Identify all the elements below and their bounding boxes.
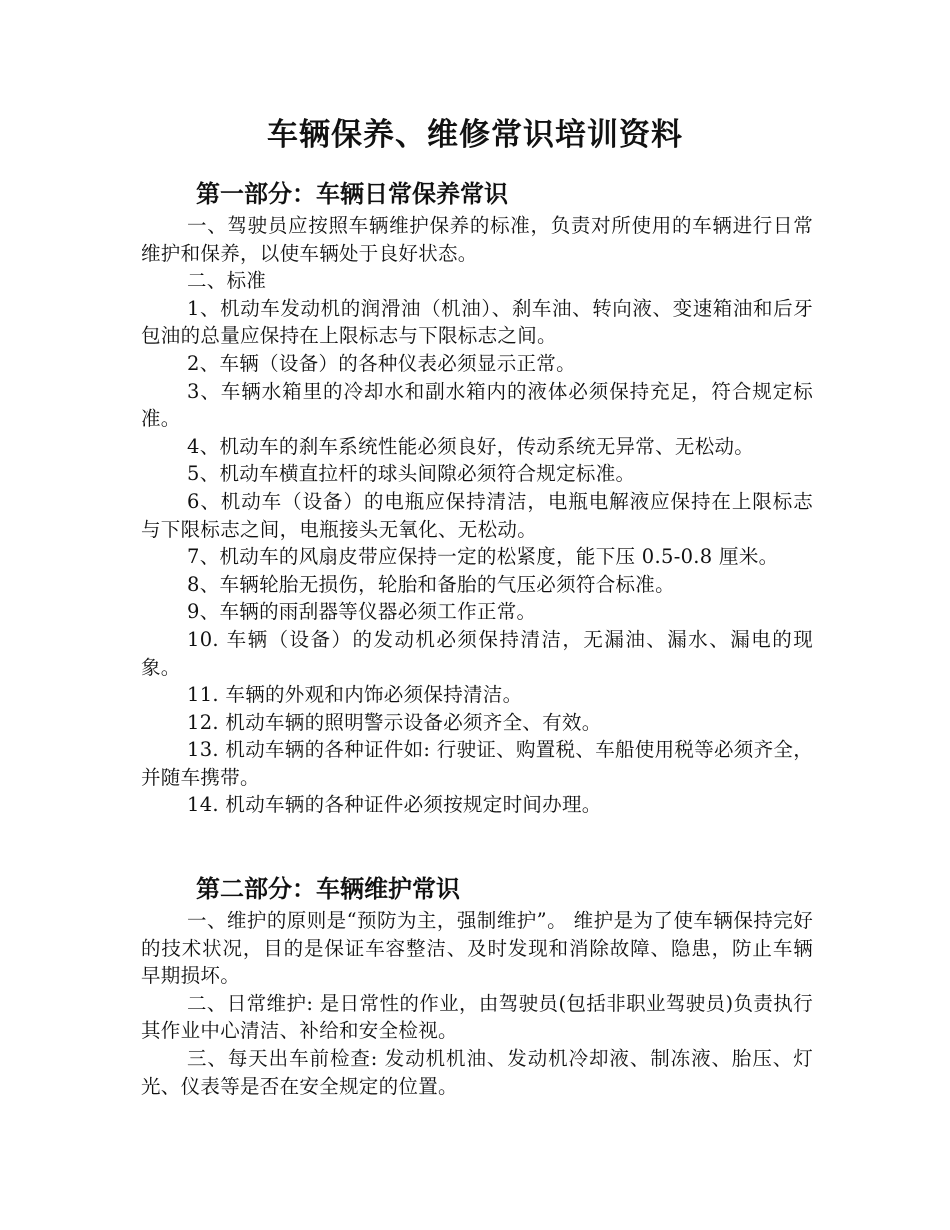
- section-vehicle-maintenance: [141, 871, 813, 1100]
- section-daily-maintenance: [141, 176, 813, 819]
- paragraph: 一、维护的原则是“预防为主，强制维护”。 维护是为了使车辆保持完好的技术状况，目的是保证车容整洁、及时发现和消除故障、隐患，防止车辆早期损坏。: [141, 909, 813, 988]
- document-title: 车辆保养、维修常识培训资料: [267, 117, 683, 153]
- paragraph: 5、机动车横直拉杆的球头间隙必须符合规定标准。: [187, 462, 636, 486]
- paragraph: 13. 机动车辆的各种证件如: 行驶证、购置税、车船使用税等必须齐全，并随车携带。: [141, 738, 813, 789]
- section-heading: 第二部分：车辆维护常识: [196, 875, 460, 903]
- paragraph: 二、日常维护: 是日常性的作业，由驾驶员(包括非职业驾驶员)负责执行其作业中心清洁、补给和安全检视。: [141, 991, 813, 1043]
- paragraph: 4、机动车的刹车系统性能必须良好，传动系统无异常、无松动。: [187, 434, 755, 458]
- paragraph: 7、机动车的风扇皮带应保持一定的松紧度，能下压 0.5-0.8 厘米。: [187, 545, 779, 569]
- paragraph: 1、机动车发动机的润滑油（机油）、刹车油、转向液、变速箱油和后牙包油的总量应保持在上限标志与下限标志之间。: [141, 296, 813, 348]
- section-heading: 第一部分：车辆日常保养常识: [196, 180, 508, 208]
- paragraph: 10. 车辆（设备）的发动机必须保持清洁，无漏油、漏水、漏电的现象。: [141, 627, 813, 679]
- paragraph: 8、车辆轮胎无损伤，轮胎和备胎的气压必须符合标准。: [187, 572, 675, 596]
- paragraph: 三、每天出车前检查: 发动机机油、发动机冷却液、制冻液、胎压、灯光、仪表等是否在安全规定的位置。: [141, 1046, 813, 1098]
- paragraph: 一、驾驶员应按照车辆维护保养的标准，负责对所使用的车辆进行日常维护和保养，以使车辆处于良好状态。: [141, 214, 813, 265]
- paragraph: 12. 机动车辆的照明警示设备必须齐全、有效。: [187, 710, 602, 734]
- paragraph: 6、机动车（设备）的电瓶应保持清洁，电瓶电解液应保持在上限标志与下限标志之间，电瓶接头无氧化、无松动。: [141, 489, 813, 541]
- paragraph: 二、标准: [187, 269, 267, 293]
- paragraph: 11. 车辆的外观和内饰必须保持清洁。: [187, 683, 523, 707]
- paragraph: 3、车辆水箱里的冷却水和副水箱内的液体必须保持充足，符合规定标准。: [141, 379, 813, 431]
- paragraph: 2、车辆（设备）的各种仪表必须显示正常。: [187, 351, 576, 375]
- paragraph: 9、车辆的雨刮器等仪器必须工作正常。: [187, 600, 537, 624]
- paragraph: 14. 机动车辆的各种证件必须按规定时间办理。: [187, 793, 602, 817]
